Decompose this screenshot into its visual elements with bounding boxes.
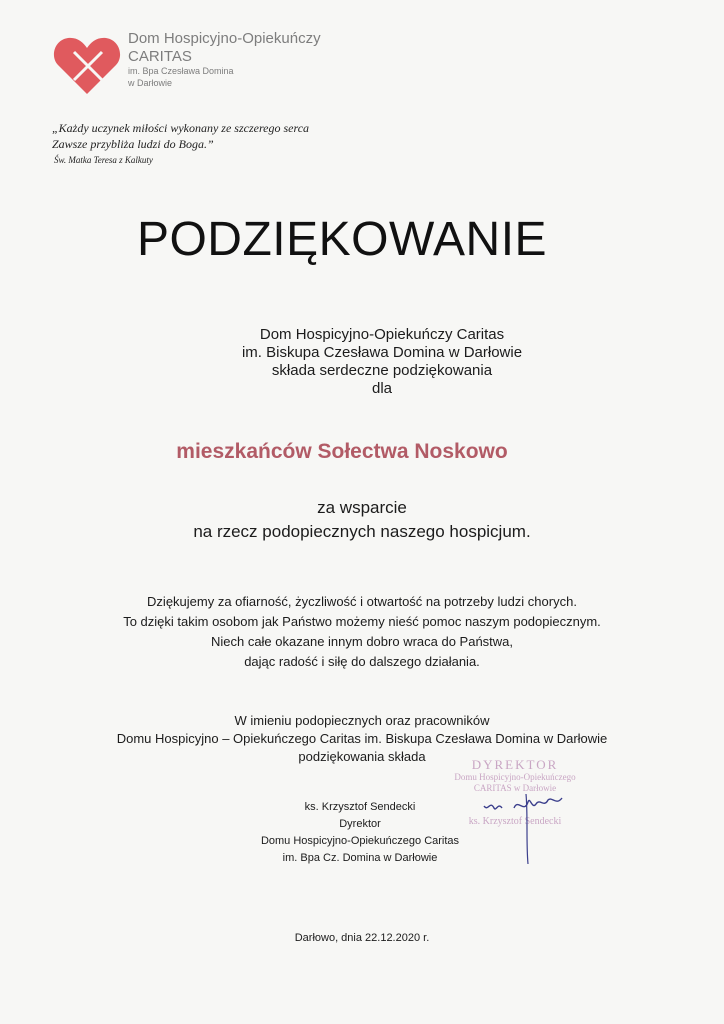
- quote-line-1: „Każdy uczynek miłości wykonany ze szczerego serca: [52, 121, 310, 135]
- recipient-name: mieszkańców Sołectwa Noskowo: [176, 440, 508, 463]
- behalf-line-3: podziękowania składa: [298, 749, 426, 764]
- intro-line-3: składa serdeczne podziękowania: [271, 362, 493, 379]
- org-city: w Darłowie: [128, 78, 173, 88]
- org-patron: im. Bpa Czesława Domina: [128, 66, 234, 76]
- intro-line-1: Dom Hospicyjno-Opiekuńczy Caritas: [259, 326, 505, 343]
- stamp-line-1: DYREKTOR: [471, 757, 559, 772]
- signer-name: ks. Krzysztof Sendecki: [304, 801, 416, 813]
- organization-header: [128, 30, 321, 89]
- intro-block: [0, 326, 724, 398]
- document-date: Darłowo, dnia 22.12.2020 r.: [294, 932, 430, 944]
- thanks-block: [0, 592, 724, 672]
- support-block: [0, 496, 724, 544]
- quote-block: [52, 120, 309, 168]
- thanks-line-2: To dzięki takim osobom jak Państwo możemy nieść pomoc naszym podopiecznym.: [123, 614, 601, 629]
- quote-line-2: Zawsze przybliża ludzi do Boga.”: [52, 137, 214, 151]
- behalf-line-2: Domu Hospicyjno – Opiekuńczego Caritas im. Biskupa Czesława Domina w Darłowie: [116, 731, 608, 746]
- thanks-line-4: dając radość i siłę do dalszego działania.: [244, 654, 480, 669]
- intro-line-2: im. Biskupa Czesława Domina w Darłowie: [241, 344, 523, 361]
- behalf-block: [0, 712, 724, 766]
- heart-cross-logo-icon: [52, 32, 122, 98]
- support-line-1: za wsparcie: [317, 498, 407, 517]
- thanks-line-1: Dziękujemy za ofiarność, życzliwość i otwartość na potrzeby ludzi chorych.: [147, 594, 577, 609]
- page-title: PODZIĘKOWANIE: [136, 213, 548, 266]
- signer-org-2: im. Bpa Cz. Domina w Darłowie: [282, 852, 438, 864]
- intro-line-4: dla: [371, 380, 393, 397]
- signer-role: Dyrektor: [339, 818, 381, 830]
- org-name: Dom Hospicyjno-Opiekuńczy: [128, 30, 321, 47]
- stamp-line-2: Domu Hospicyjno-Opiekuńczego: [454, 772, 576, 782]
- signer-org: Domu Hospicyjno-Opiekuńczego Caritas: [260, 835, 460, 847]
- behalf-line-1: W imieniu podopiecznych oraz pracowników: [234, 713, 490, 728]
- handwritten-signature: [470, 786, 590, 866]
- support-line-2: na rzecz podopiecznych naszego hospicjum.: [193, 522, 531, 541]
- org-sub: CARITAS: [128, 48, 192, 65]
- stamp-line-3: CARITAS w Darłowie: [473, 783, 557, 793]
- thanks-line-3: Niech całe okazane innym dobro wraca do Państwa,: [210, 634, 514, 649]
- stamp-line-4: ks. Krzysztof Sendecki: [468, 816, 562, 827]
- quote-author: Św. Matka Teresa z Kalkuty: [54, 155, 153, 165]
